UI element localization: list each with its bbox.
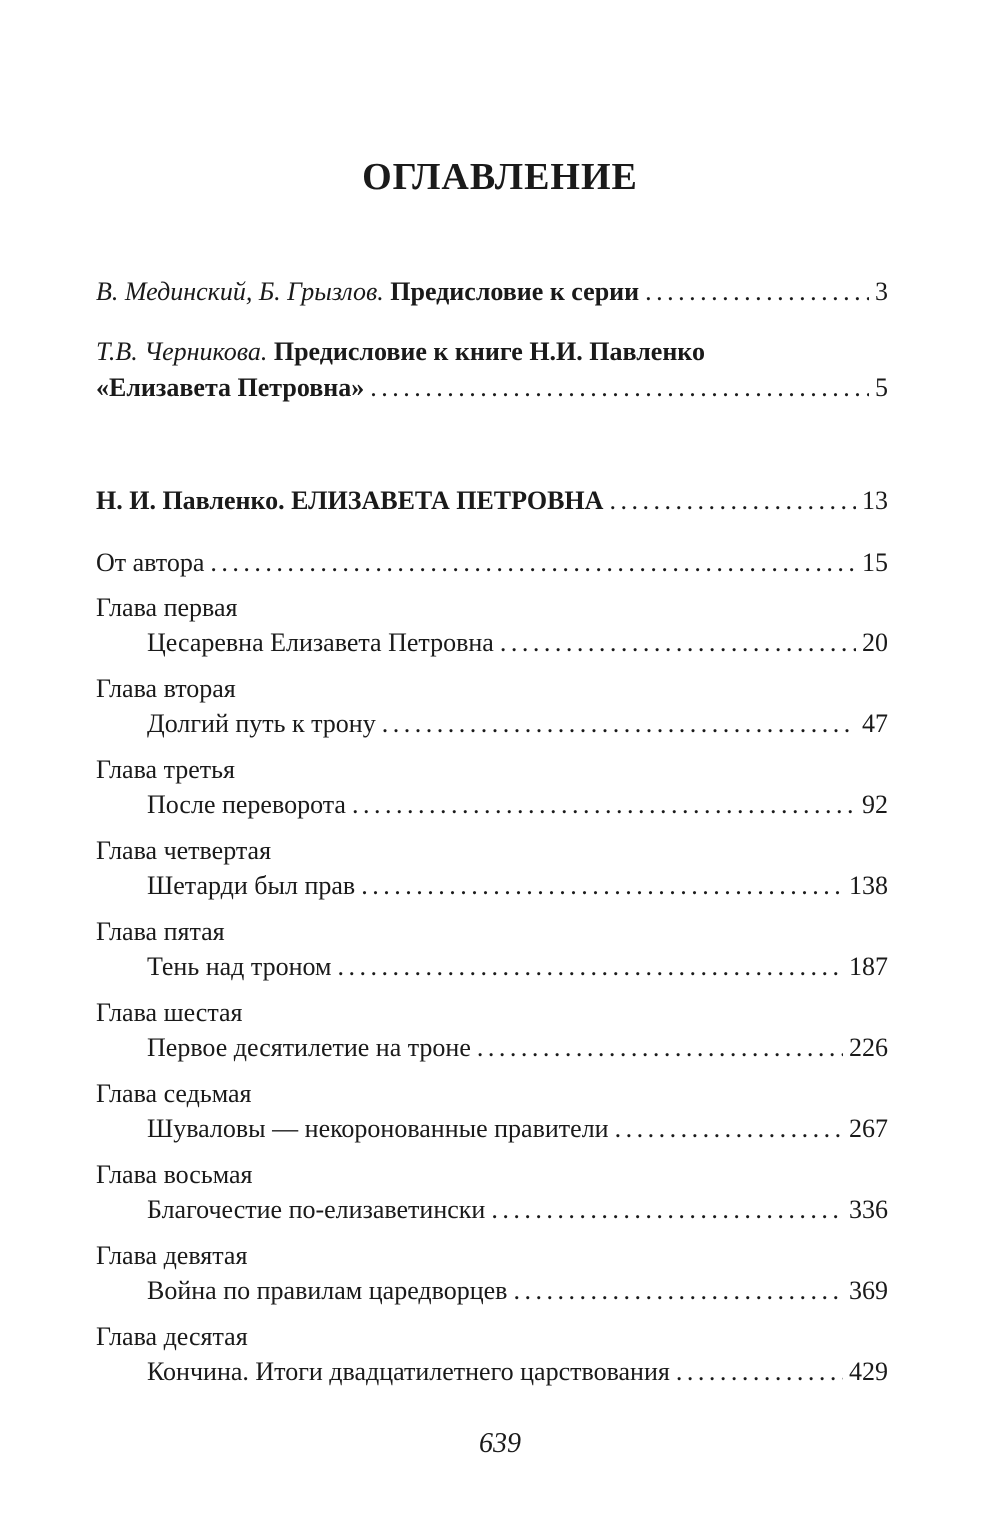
toc-entry-chapter xyxy=(147,1194,888,1226)
toc-entry-main-work xyxy=(96,485,888,517)
dot-leader xyxy=(361,870,843,902)
chapter-page: 429 xyxy=(849,1357,888,1386)
dot-leader xyxy=(609,485,856,517)
chapter-label: Глава седьмая xyxy=(96,1079,252,1108)
chapter-label: Глава шестая xyxy=(96,998,243,1027)
toc-entry-title: Предисловие к книге Н.И. Павленко xyxy=(273,337,705,366)
toc-entry-chapter xyxy=(147,789,888,821)
toc-entry-text xyxy=(96,485,603,517)
toc-entry-page: 3 xyxy=(875,277,888,306)
chapter-title: Долгий путь к трону xyxy=(147,709,376,738)
toc-entry-book-preface-line2 xyxy=(96,372,888,404)
chapter-label: Глава третья xyxy=(96,755,235,784)
toc-entry-page: 13 xyxy=(862,486,888,515)
chapter-label: Глава девятая xyxy=(96,1241,248,1270)
dot-leader xyxy=(500,627,856,659)
dot-leader xyxy=(337,951,843,983)
toc-entry-text xyxy=(96,276,639,308)
chapter-page: 226 xyxy=(849,1033,888,1062)
chapter-title: Кончина. Итоги двадцатилетнего царствования xyxy=(147,1357,670,1386)
toc-entry-series-preface xyxy=(96,276,888,308)
chapter-label: Глава вторая xyxy=(96,674,236,703)
chapter-label: Глава четвертая xyxy=(96,836,272,865)
toc-entry-chapter xyxy=(147,870,888,902)
chapter-label: Глава первая xyxy=(96,593,238,622)
chapter-title: Война по правилам царедворцев xyxy=(147,1276,508,1305)
dot-leader xyxy=(477,1032,843,1064)
chapter-title: После переворота xyxy=(147,790,346,819)
page-number: 639 xyxy=(479,1428,521,1459)
dot-leader xyxy=(615,1113,843,1145)
dot-leader xyxy=(491,1194,843,1226)
chapter-title: Цесаревна Елизавета Петровна xyxy=(147,628,494,657)
toc-entry-chapter xyxy=(147,708,888,740)
dot-leader xyxy=(382,708,856,740)
dot-leader xyxy=(352,789,856,821)
toc-entry-authors: В. Мединский, Б. Грызлов. xyxy=(96,277,384,306)
chapter-label: Глава пятая xyxy=(96,917,225,946)
dot-leader xyxy=(676,1356,843,1388)
toc-entry-chapter xyxy=(147,1113,888,1145)
chapter-title: Шетарди был прав xyxy=(147,871,356,900)
toc-entry-page: 15 xyxy=(862,548,888,577)
chapter-page: 369 xyxy=(849,1276,888,1305)
toc-entry-chapter xyxy=(147,627,888,659)
toc-entry-chapter xyxy=(147,951,888,983)
chapter-label: Глава десятая xyxy=(96,1322,248,1351)
dot-leader xyxy=(370,372,869,404)
chapter-label: Глава восьмая xyxy=(96,1160,253,1189)
page-title: ОГЛАВЛЕНИЕ xyxy=(362,156,638,198)
chapter-page: 92 xyxy=(862,790,888,819)
toc-entry-title-cont: «Елизавета Петровна» xyxy=(96,373,365,402)
toc-entry-title: От автора xyxy=(96,548,205,577)
chapter-title: Тень над троном xyxy=(147,952,332,981)
chapter-page: 20 xyxy=(862,628,888,657)
toc-entry-authors: Т.В. Черникова. xyxy=(96,337,268,366)
chapter-page: 336 xyxy=(849,1195,888,1224)
dot-leader xyxy=(210,547,856,579)
chapter-title: Шуваловы — некоронованные правители xyxy=(147,1114,609,1143)
dot-leader xyxy=(645,276,869,308)
toc-entry-chapter xyxy=(147,1356,888,1388)
toc-entry-book-preface-line1 xyxy=(96,336,705,368)
toc-entry-page: 5 xyxy=(875,373,888,402)
chapter-title: Благочестие по-елизаветински xyxy=(147,1195,486,1224)
chapter-title: Первое десятилетие на троне xyxy=(147,1033,471,1062)
chapter-page: 267 xyxy=(849,1114,888,1143)
toc-entry-title: Предисловие к серии xyxy=(390,277,640,306)
chapter-page: 187 xyxy=(849,952,888,981)
toc-entry-title: ЕЛИЗАВЕТА ПЕТРОВНА xyxy=(291,486,604,515)
toc-entry-author: Н. И. Павленко. xyxy=(96,486,285,515)
chapter-page: 47 xyxy=(862,709,888,738)
dot-leader xyxy=(513,1275,843,1307)
toc-entry-chapter xyxy=(147,1275,888,1307)
chapter-page: 138 xyxy=(849,871,888,900)
toc-entry-from-author xyxy=(96,547,888,579)
toc-entry-chapter xyxy=(147,1032,888,1064)
